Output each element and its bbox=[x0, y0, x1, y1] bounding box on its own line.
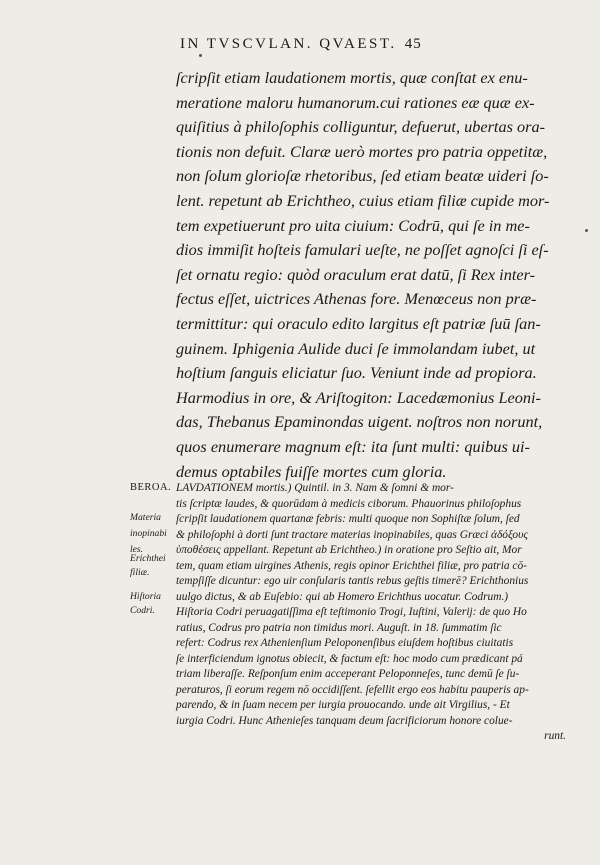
text-line: termittitur: qui oraculo edito largitus eſt patriæ ſuū ſan- bbox=[176, 313, 541, 333]
commentary-line: parendo, & in ſuam necem per iurgia prouocando. unde ait Virgilius, - Et bbox=[176, 699, 510, 711]
commentary-line: tis ſcriptæ laudes, & quorūdam à medicis ciborum. Phauorinus philoſophus bbox=[176, 497, 522, 510]
text-line: dios immiſit hoſteis famulari ueſte, ne poſſet agnoſci ſi eſ- bbox=[176, 240, 549, 260]
text-line: hoſtium ſanguis eliciatur ſuo. Veniunt inde ad propiora. bbox=[176, 363, 537, 383]
margin-dot bbox=[199, 54, 202, 57]
commentary-line: ſcripſit laudationem quartanæ febris: multi quoque non Sophiſtæ ſolum, ſed bbox=[176, 513, 520, 525]
running-header bbox=[180, 36, 500, 53]
text-line: quiſitius à philoſophis colliguntur, defuerut, ubertas ora- bbox=[176, 117, 546, 137]
text-line: non ſolum glorioſæ rhetoribus, ſed etiam beatæ uideri ſo- bbox=[176, 166, 549, 186]
commentary-line: runt. bbox=[544, 730, 566, 742]
text-line: Harmodius in ore, & Ariſtogiton: Lacedæmonius Leoni- bbox=[176, 387, 541, 407]
commentary-line: uulgo dictus, & ab Euſebio: qui ab Homero Erichthus uocatur. Codrum.) bbox=[176, 590, 509, 603]
text-line: ſet ornatu regio: quòd oraculum erat datū, ſi Rex inter- bbox=[176, 264, 536, 284]
commentary-line: ὑποθέσεις appellant. Repetunt ab Erichtheo.) in oratione pro Seſtio ait, Mor bbox=[176, 544, 522, 556]
commentary-line: tempſiſſe dicuntur: ego uir conſularis tantis rebus geſtis timerē? Erichthonius bbox=[176, 575, 529, 587]
text-line: fectus eſſet, uictrices Athenas fore. Menœceus non præ- bbox=[176, 289, 537, 309]
margin-note-beroa: BEROA. bbox=[130, 482, 172, 493]
page-number: 45 bbox=[404, 36, 422, 52]
text-line: tem expetiuerunt pro uita ciuium: Codrū, qui ſe in me- bbox=[176, 215, 530, 235]
commentary-line: Hiſtoria Codri peruagatiſſima eſt teſtimonio Trogi, Iuſtini, Valerij: de quo Ho bbox=[176, 606, 527, 618]
margin-note-historia: Hiſtoria bbox=[130, 591, 161, 602]
margin-dot bbox=[585, 229, 588, 232]
commentary-line: tem, quam etiam uirgines Athenis, regis opinor Erichthei filiæ, pro patria cō- bbox=[176, 559, 527, 572]
main-text-block bbox=[176, 66, 568, 484]
commentary-line: ratius, Codrus pro patria non timidus mori. Auguſt. in 18. ſummatim ſic bbox=[176, 621, 502, 634]
commentary-line: iurgia Codri. Hunc Athenieſes tanquam deum ſacrificiorum honore colue- bbox=[176, 714, 513, 727]
commentary-line: peraturos, ſi eorum regem nō occidiſſent. ſefellit ergo eos habitu pauperis ap- bbox=[176, 683, 529, 696]
commentary-line: refert: Codrus rex Athenienſium Peloponenſibus eiuſdem hoſtibus ciuitatis bbox=[176, 637, 514, 649]
margin-note-historia: Codri. bbox=[130, 605, 155, 616]
margin-note-erichthei: Erichthei bbox=[130, 553, 166, 564]
margin-note-erichthei: filiæ. bbox=[130, 567, 150, 578]
text-line: tionis non defuit. Claræ uerò mortes pro patria oppetitæ, bbox=[176, 141, 548, 161]
running-title: IN TVSCVLAN. QVAEST. bbox=[180, 36, 397, 52]
text-line: lent. repetunt ab Erichtheo, cuius etiam filiæ cupide mor- bbox=[176, 190, 550, 210]
commentary-line: ſe interficiendum ignotus obiecit, & factum eſt: hoc modo cum prædicant pá bbox=[176, 652, 523, 665]
margin-note-materia: les. bbox=[130, 544, 144, 555]
margin-note-materia: Materia bbox=[130, 512, 161, 523]
margin-note-materia: inopinabi bbox=[130, 528, 167, 539]
text-line: guinem. Iphigenia Aulide duci ſe immolandam iubet, ut bbox=[176, 338, 536, 358]
commentary-line: triam liberaſſe. Reſponſum enim acceperant Peloponneſes, tunc demū ſe ſu- bbox=[176, 668, 520, 680]
text-line: das, Thebanus Epaminondas uigent. noſtros non norunt, bbox=[176, 412, 543, 432]
text-line: quos enumerare magnum eſt: ita ſunt multi: quibus ui- bbox=[176, 436, 530, 456]
commentary-line: & philoſophi à dorti ſunt tractare materias inopinabiles, quas Græci ἀδόξους bbox=[176, 528, 528, 541]
commentary-line: LAVDATIONEM mortis.) Quintil. in 3. Nam & ſomni & mor- bbox=[176, 482, 454, 494]
text-line: ſcripſit etiam laudationem mortis, quæ conſtat ex enu- bbox=[176, 68, 528, 87]
commentary-block bbox=[176, 481, 570, 745]
text-line: demus optabiles fuiſſe mortes cum gloria. bbox=[176, 461, 447, 481]
text-line: meratione maloru humanorum.cui rationes eæ quæ ex- bbox=[176, 92, 535, 112]
